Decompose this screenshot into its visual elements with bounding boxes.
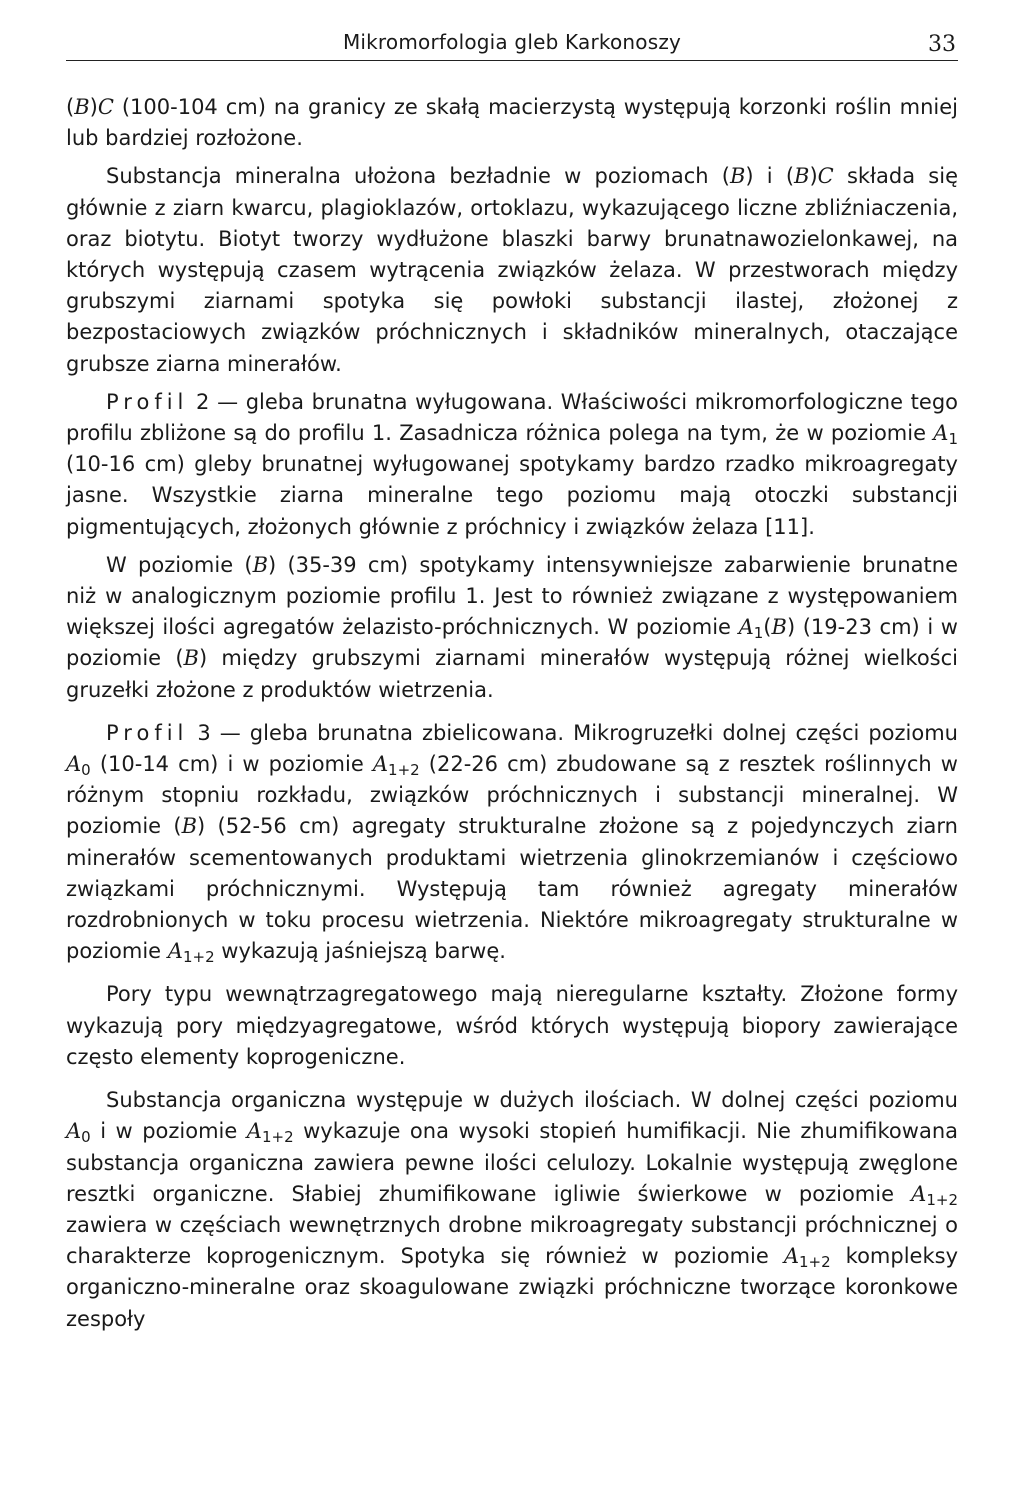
paragraph-5: Profil 3 — gleba brunatna zbielicowana. Mikrogruzełki dolnej części poziomu $A_0$ (10-14 cm) i w poziomie $A_{1+2}$ (22-26 cm) zbudowane są z resztek roślinnych w różnym stopniu rozkładu, związków próchnicznych i substancji mineralnej. W poziomie (B) (52-56 cm) agregaty strukturalne złożone są z pojedynczych ziarn minerałów scementowanych produktami wietrzenia glinokrzemianów i częściowo związkami próchnicznymi. Występują tam również agregaty minerałów rozdrobnionych w toku procesu wietrzenia. Niektóre mikroagregaty strukturalne w poziomie $A_{1+2}$ wykazują jaśniejszą barwę. bbox=[66, 720, 958, 967]
body-text bbox=[66, 92, 958, 1342]
running-header bbox=[66, 30, 958, 61]
paragraph-3: Profil 2 — gleba brunatna wyługowana. Właściwości mikromorfologiczne tego profilu zbliżone są do profilu 1. Zasadnicza różnica polega na tym, że w poziomie $A_1$ (10-16 cm) gleby brunatnej wyługowanej spotykamy bardzo rzadko mikroagregaty jasne. Wszystkie ziarna mineralne tego poziomu mają otoczki substancji pigmentujących, złożonych głównie z próchnicy i związków żelaza [11]. bbox=[66, 389, 958, 539]
running-title: Mikromorfologia gleb Karkonoszy bbox=[342, 30, 682, 54]
paragraph-1: (B)C (100-104 cm) na granicy ze skałą macierzystą występują korzonki roślin mniej lub bardziej rozłożone. bbox=[66, 95, 958, 151]
page-number: 33 bbox=[928, 32, 956, 57]
paragraph-7: Substancja organiczna występuje w dużych ilościach. W dolnej części poziomu $A_0$ i w poziomie $A_{1+2}$ wykazuje ona wysoki stopień humifikacji. Nie zhumifikowana substancja organiczna zawiera pewne ilości celulozy. Lokalnie występują zwęglone resztki organiczne. Słabiej zhumifikowane igliwie świerkowe w poziomie $A_{1+2}$ zawiera w częściach wewnętrznych drobne mikroagregaty substancji próchnicznej o charakterze koprogenicznym. Spotyka się również w poziomie $A_{1+2}$ kompleksy organiczno-mineralne oraz skoagulowane związki próchniczne tworzące koronkowe zespoły bbox=[66, 1088, 958, 1331]
paragraph-4: W poziomie (B) (35-39 cm) spotykamy intensywniejsze zabarwienie brunatne niż w analogicznym poziomie profilu 1. Jest to również związane z występowaniem większej ilości agregatów żelazisto-próchnicznych. W poziomie $A_1(B)$ (19-23 cm) i w poziomie (B) między grubszymi ziarnami minerałów występują różnej wielkości gruzełki złożone z produktów wietrzenia. bbox=[66, 552, 959, 702]
paragraph-6: Pory typu wewnątrzagregatowego mają nieregularne kształty. Złożone formy wykazują pory międzyagregatowe, wśród których występują biopory zawierające często elementy koprogeniczne. bbox=[66, 982, 958, 1069]
paragraph-2: Substancja mineralna ułożona bezładnie w poziomach (B) i (B)C składa się głównie z ziarn kwarcu, plagioklazów, ortoklazu, wykazującego liczne zbliźniaczenia, oraz biotytu. Biotyt tworzy wydłużone blaszki barwy brunatnawozielonkawej, na których występują czasem wytrącenia związków żelaza. W przestworach między grubszymi ziarnami spotyka się powłoki substancji ilastej, złożonej z bezpostaciowych związków próchnicznych i składników mineralnych, otaczające grubsze ziarna minerałów. bbox=[66, 164, 958, 376]
